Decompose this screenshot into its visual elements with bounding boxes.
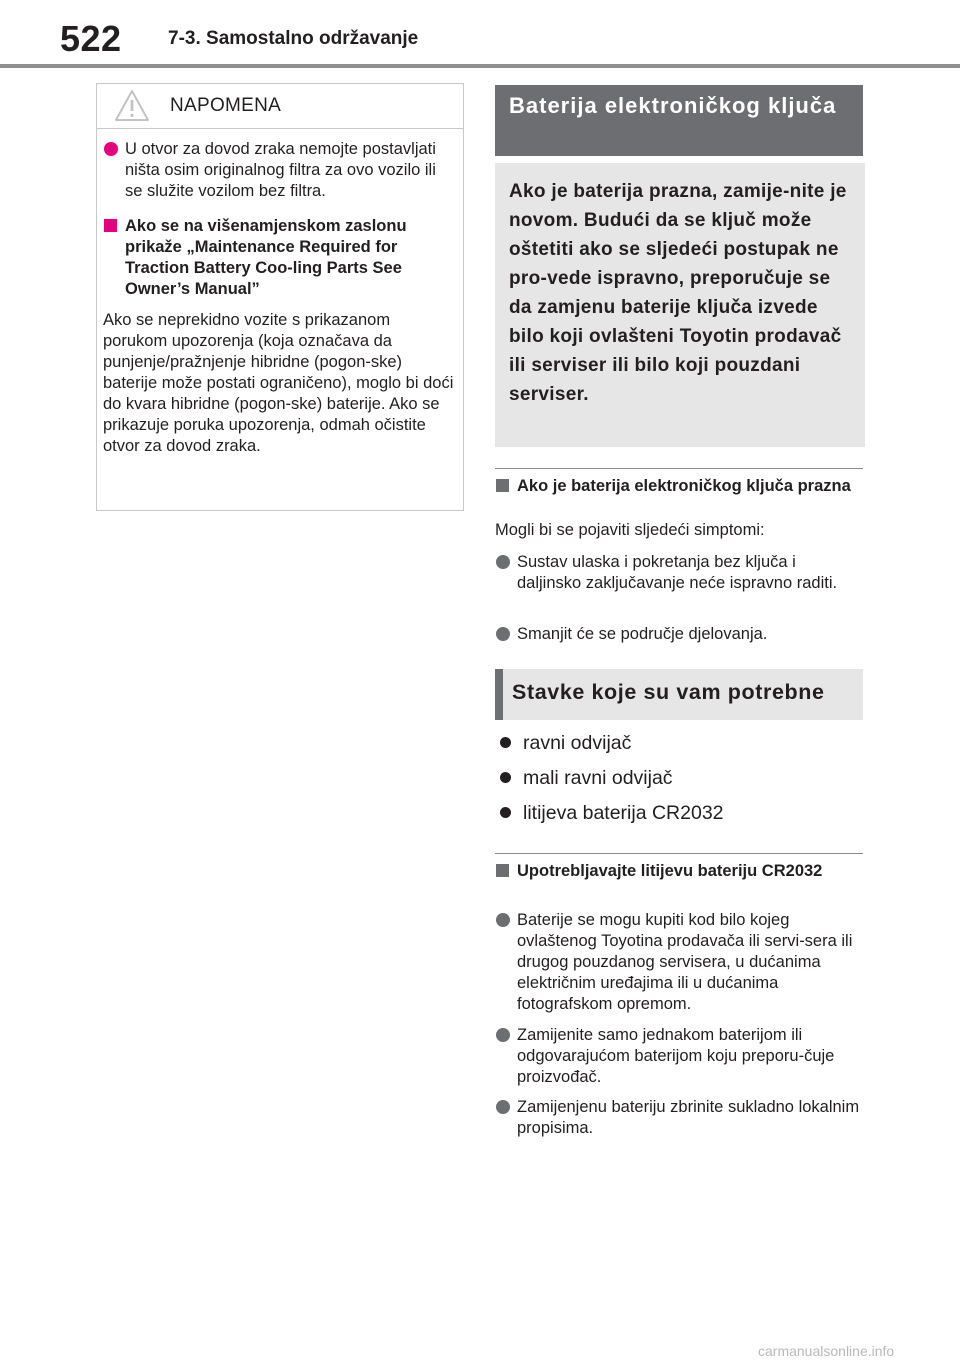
- intro-text: Mogli bi se pojaviti sljedeći simptomi:: [495, 521, 765, 539]
- bullet-dot-icon: [496, 1028, 510, 1042]
- notice-bullet: [103, 139, 457, 202]
- subsection-heading-text: Ako je baterija elektroničkog ključa prazna: [517, 477, 851, 495]
- subsection-heading: [495, 476, 863, 496]
- notice-title: NAPOMENA: [170, 95, 282, 116]
- subsection-heading: [495, 861, 863, 881]
- items-heading-label: Stavke koje su vam potrebne: [512, 680, 825, 704]
- page-number: 522: [60, 18, 122, 59]
- square-bullet-icon: [496, 864, 509, 877]
- notice-body: [97, 129, 463, 457]
- section-divider: [495, 468, 863, 469]
- list-item: [495, 624, 863, 645]
- required-item-text: litijeva baterija CR2032: [523, 802, 724, 824]
- required-item-text: mali ravni odvijač: [523, 767, 673, 789]
- notice-bullet-text: U otvor za dovod zraka nemojte postavljati ništa osim originalnog filtra za ovo vozilo ili se služite vozilom bez filtra.: [125, 140, 436, 200]
- list-item-text: Zamijenite samo jednakom baterijom ili odgovarajućom baterijom koju preporu-čuje proizvođač.: [517, 1026, 835, 1086]
- header-divider: [0, 64, 960, 68]
- required-item: [500, 731, 631, 755]
- notice-subheading-text: Ako se na višenamjenskom zaslonu prikaže „Maintenance Required for Traction Battery Coo-ling Parts See Owner’s Manual”: [125, 217, 407, 298]
- list-item: [495, 552, 863, 594]
- section-divider: [495, 853, 863, 854]
- bullet-dot-icon: [500, 772, 511, 783]
- list-item-text: Sustav ulaska i pokretanja bez ključa i daljinsko zaključavanje neće ispravno raditi.: [517, 553, 838, 592]
- bullet-dot-icon: [500, 737, 511, 748]
- section-title: Baterija elektroničkog ključa: [495, 85, 863, 156]
- list-item: [495, 1097, 863, 1139]
- square-bullet-icon: [496, 479, 509, 492]
- bullet-dot-icon: [500, 807, 511, 818]
- required-item-text: ravni odvijač: [523, 732, 632, 754]
- bullet-dot-icon: [496, 555, 510, 569]
- required-item: [500, 801, 724, 825]
- chapter-title: 7-3. Samostalno održavanje: [168, 28, 419, 49]
- notice-paragraph: Ako se neprekidno vozite s prikazanom porukom upozorenja (koja označava da punjenje/pražnjenje hibridne (pogon-ske) baterije može postati ograničeno), moglo bi doći do kvara hibridne (pogon-ske) baterije. Ako se prikazuje poruka upozorenja, odmah očistite otvor za dovod zraka.: [103, 311, 454, 455]
- bullet-dot-icon: [496, 913, 510, 927]
- list-item: [495, 1025, 863, 1088]
- required-item: [500, 766, 673, 790]
- subsection-heading-text: Upotrebljavajte litijevu bateriju CR2032: [517, 862, 823, 880]
- list-item: [495, 910, 863, 1015]
- notice-box: [96, 83, 464, 511]
- bullet-dot-icon: [104, 142, 118, 156]
- list-item-text: Baterije se mogu kupiti kod bilo kojeg ovlaštenog Toyotina prodavača ili servi-sera ili drugog pouzdanog servisera, u dućanima električnim uređajima ili u dućanima fotografskom opremom.: [517, 911, 853, 1013]
- list-item-text: Smanjit će se područje djelovanja.: [517, 625, 768, 643]
- notice-subheading: [103, 216, 457, 300]
- list-item-text: Zamijenjenu bateriju zbrinite sukladno lokalnim propisima.: [517, 1098, 860, 1137]
- page-header: [0, 0, 960, 68]
- notice-header: [97, 84, 463, 129]
- bullet-dot-icon: [496, 627, 510, 641]
- items-heading: [495, 669, 863, 720]
- site-watermark: carmanualsonline.info: [758, 1343, 895, 1359]
- heading-accent-bar: [495, 669, 503, 720]
- bullet-dot-icon: [496, 1100, 510, 1114]
- square-bullet-icon: [104, 219, 117, 232]
- callout-box: Ako je baterija prazna, zamije-nite je novom. Budući da se ključ može oštetiti ako se sljedeći postupak ne pro-vede ispravno, preporučuje se da zamjenu baterije ključa izvede bilo koji ovlašteni Toyotin prodavač ili serviser ili bilo koji pouzdani serviser.: [495, 163, 865, 447]
- warning-triangle-icon: [114, 89, 150, 122]
